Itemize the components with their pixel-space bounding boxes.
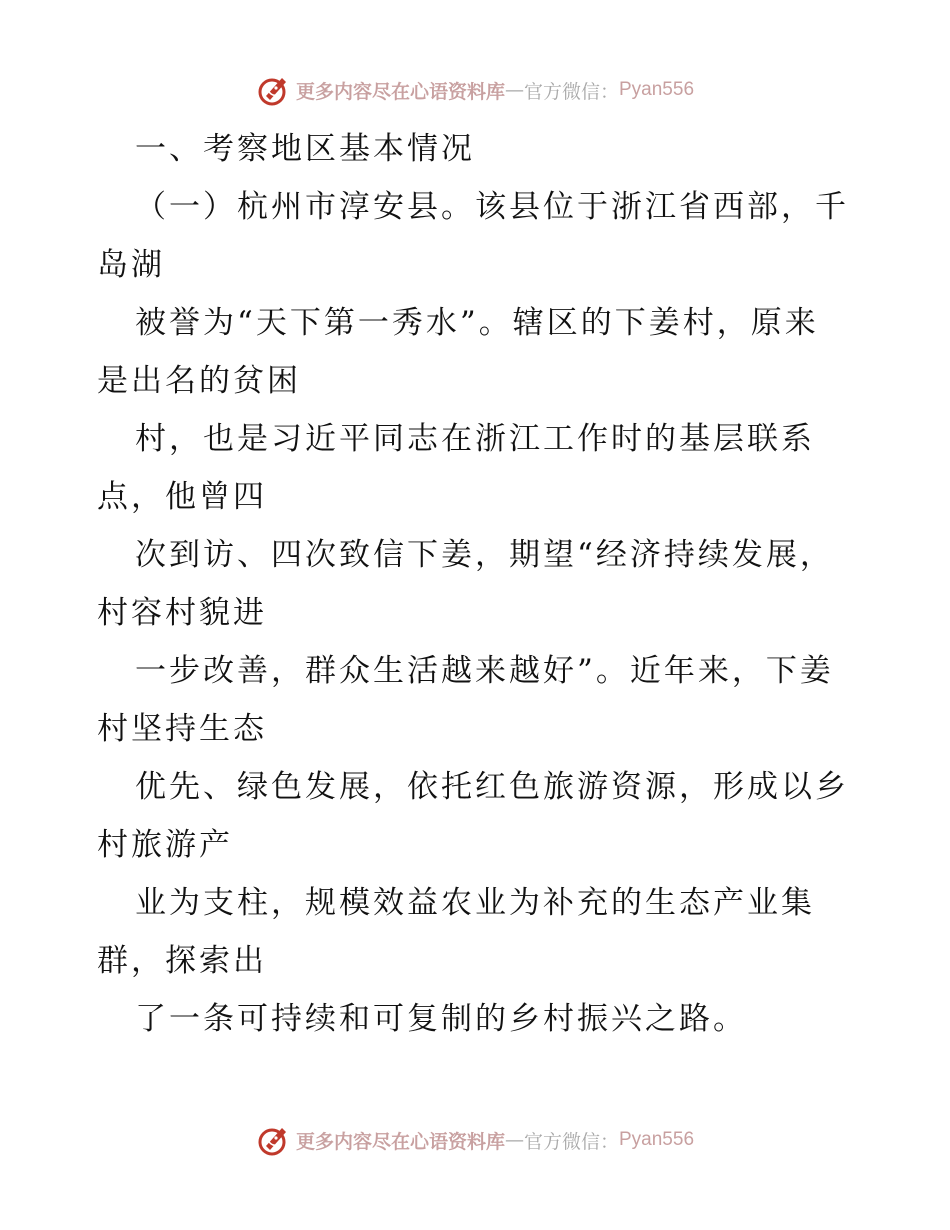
document-body xyxy=(97,120,857,1048)
section-heading: 一、考察地区基本情况 xyxy=(135,131,475,167)
text-line: 了一条可持续和可复制的乡村振兴之路。 xyxy=(135,1001,747,1037)
pen-nib-logo-icon xyxy=(256,72,292,108)
watermark-separator: — xyxy=(504,79,524,101)
watermark-main-text: 更多内容尽在心语资料库 xyxy=(295,1130,505,1153)
text-line: 是出名的贫困 xyxy=(97,363,301,399)
text-line: 次到访、四次致信下姜，期望“经济持续发展， xyxy=(135,537,834,573)
watermark-separator: — xyxy=(504,1129,524,1151)
text-line: 点，他曾四 xyxy=(97,479,267,515)
text-line: 优先、绿色发展，依托红色旅游资源，形成以乡 xyxy=(135,769,849,805)
watermark-main-text: 更多内容尽在心语资料库 xyxy=(295,80,505,103)
watermark-wechat-label: 官方微信： xyxy=(523,1130,619,1153)
text-line: 村旅游产 xyxy=(97,827,233,863)
watermark-wechat-id: Pyan556 xyxy=(619,1129,695,1150)
header-watermark xyxy=(0,70,950,110)
text-line: 村容村貌进 xyxy=(97,595,267,631)
text-line: 被誉为“天下第一秀水”。辖区的下姜村，原来 xyxy=(135,305,819,341)
watermark-wechat-label: 官方微信： xyxy=(523,80,619,103)
text-line: 群，探索出 xyxy=(97,943,267,979)
footer-watermark xyxy=(0,1120,950,1160)
text-line: 村，也是习近平同志在浙江工作时的基层联系 xyxy=(135,421,815,457)
text-line: 一步改善，群众生活越来越好”。近年来，下姜 xyxy=(135,653,834,689)
text-line: 业为支柱，规模效益农业为补充的生态产业集 xyxy=(135,885,815,921)
text-line: 村坚持生态 xyxy=(97,711,267,747)
text-line: 岛湖 xyxy=(97,247,165,283)
text-line: （一）杭州市淳安县。该县位于浙江省西部，千 xyxy=(135,189,849,225)
watermark-wechat-id: Pyan556 xyxy=(619,79,695,100)
pen-nib-logo-icon xyxy=(256,1122,292,1158)
